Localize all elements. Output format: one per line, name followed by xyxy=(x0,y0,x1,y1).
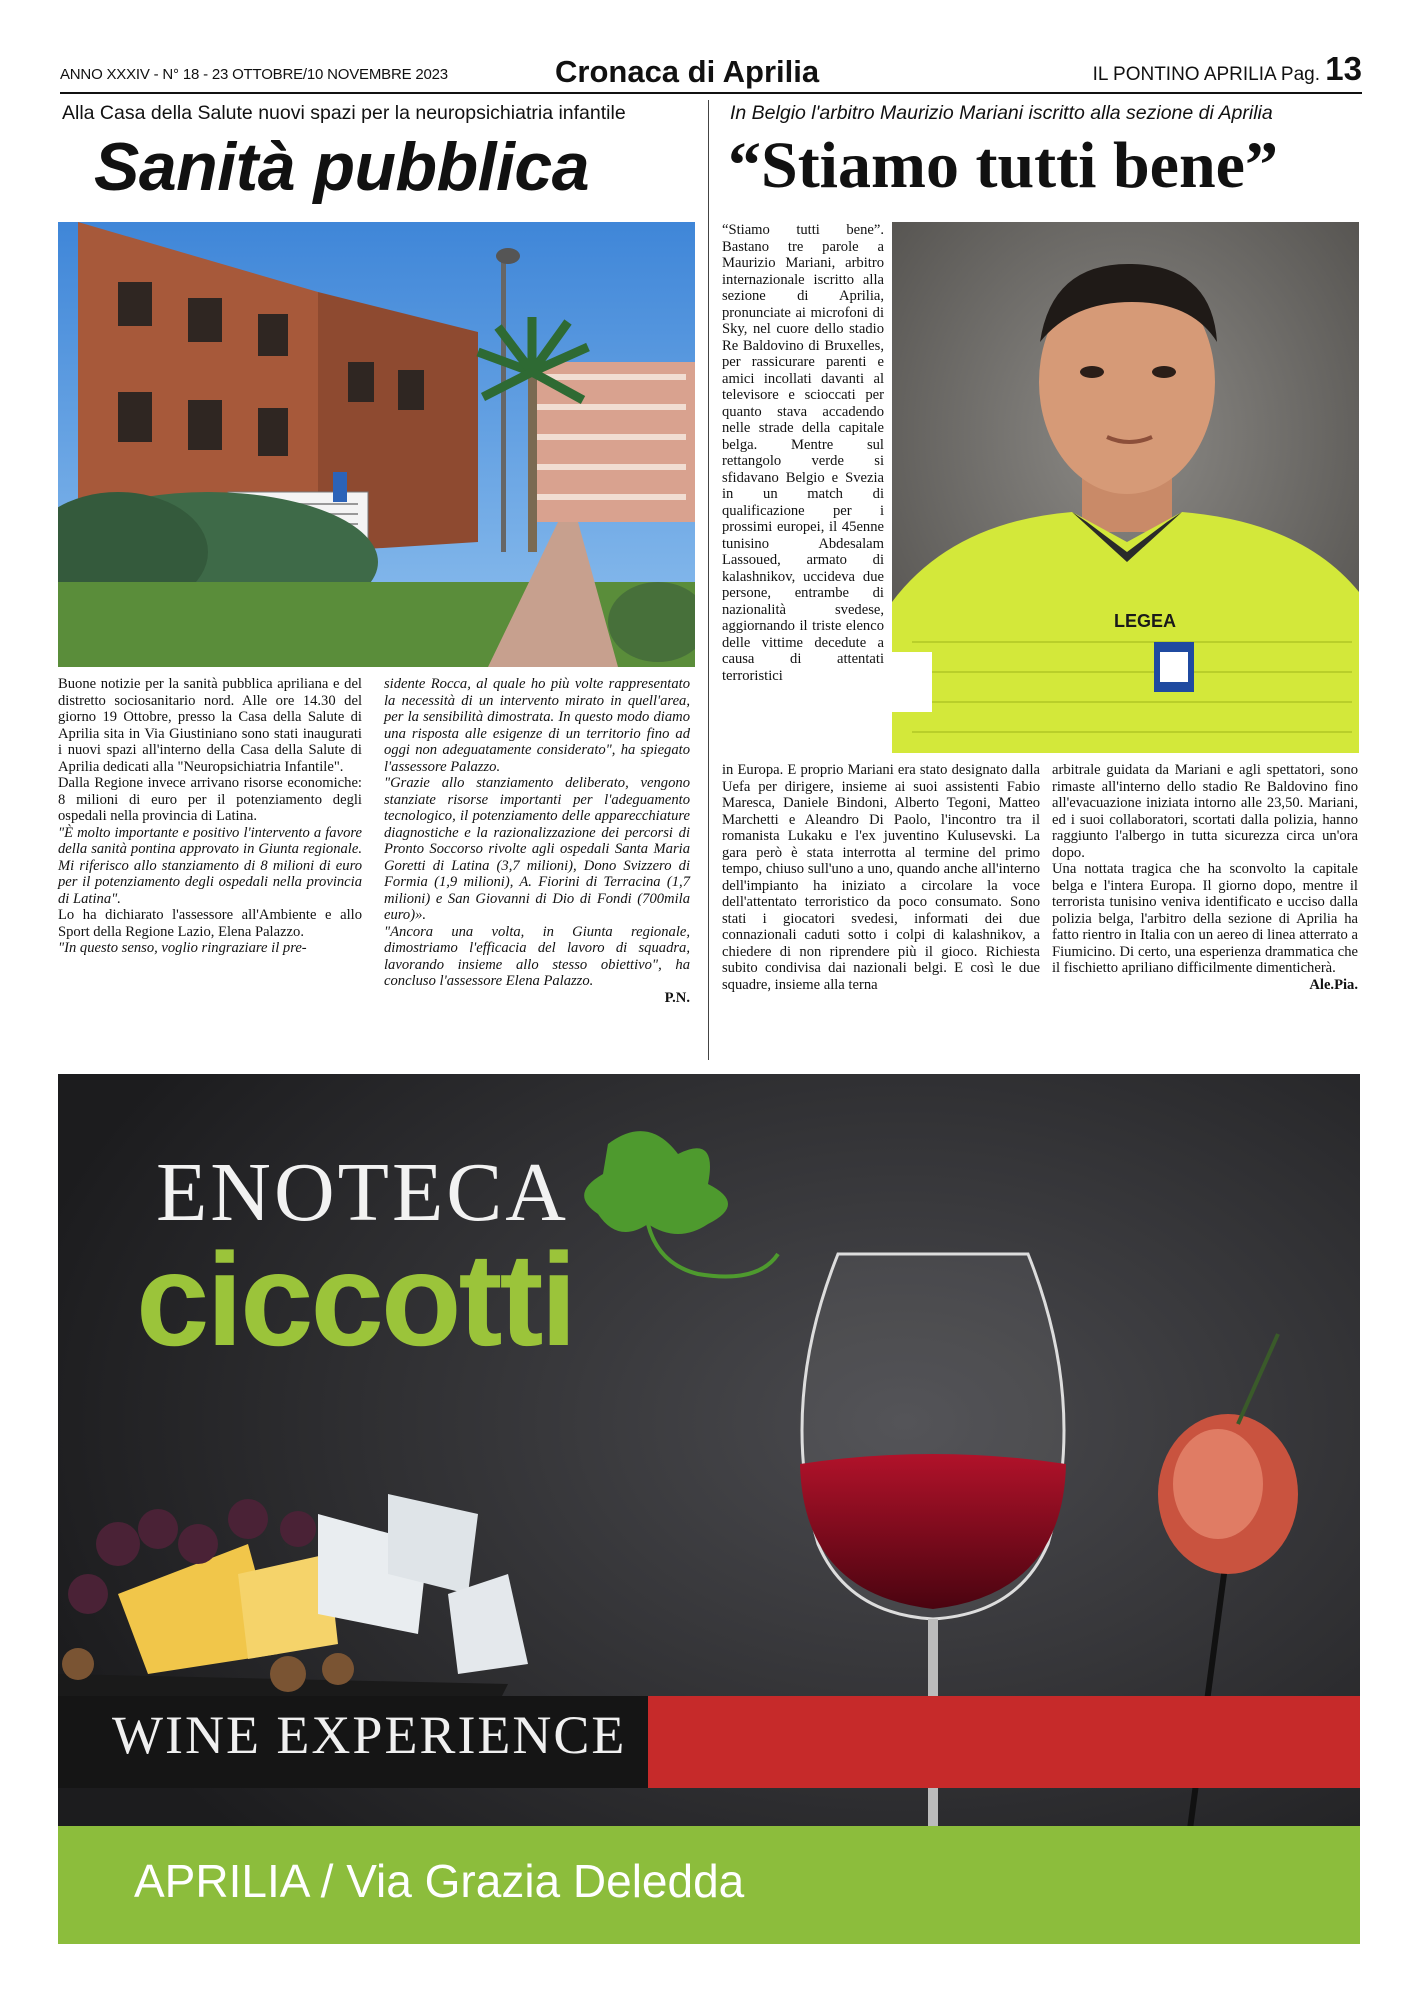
referee-photo xyxy=(892,222,1359,753)
cheese-board-icon xyxy=(58,1494,528,1724)
building-photo xyxy=(58,222,695,667)
paragraph: in Europa. E proprio Mariani era stato designato dalla Uefa per dirigere, insieme ai suoi assistenti Fabio Maresca, Daniele Bindoni, Alberto Tegoni, Matteo Marchetti e Aleandro Di Paolo, l'incontro tra il romanista Lukaku e l'ex juventino Kulusevski. La gara però è stata interrotta al termine del primo tempo, chiuso sull'uno a uno, quando anche all'interno dell'impianto ha iniziato a circolare la voce dell'attentato terroristico da poco consumato. Sono stati i giocatori svedesi, informati dei due connazionali caduti sotto i colpi di kalashnikov, a chiedere di non riprendere più il gioco. Richiesta subito condivisa dai nazionali belgi. E così le due squadre, insieme alla terna xyxy=(722,762,1040,993)
right-article-col3 xyxy=(1052,762,1358,993)
right-kicker: In Belgio l'arbitro Maurizio Mariani iscritto alla sezione di Aprilia xyxy=(730,102,1273,124)
jersey-brand: LEGEA xyxy=(1114,611,1177,631)
right-headline: “Stiamo tutti bene” xyxy=(728,129,1278,202)
quote-paragraph: "Ancora una volta, in Giunta regionale, dimostriamo l'efficacia del lavoro di squadra, lavorando insieme allo stesso obiettivo", ha concluso l'assessore Elena Palazzo. xyxy=(384,923,690,989)
paragraph: Buone notizie per la sanità pubblica apriliana e del distretto sociosanitario nord. Alle ore 14.30 del giorno 19 Ottobre, presso la Casa della Salute di Aprilia sita in Via Giustiniano sono stati inaugurati i nuovi spazi all'interno della Casa della Salute di Aprilia dedicati alla "Neuropsichiatria Infantile". xyxy=(58,676,362,775)
ad-address: APRILIA / Via Grazia Deledda xyxy=(134,1855,745,1907)
paragraph: Una nottata tragica che ha sconvolto la capitale belga e l'intera Europa. Il giorno dopo, mentre il terrorista tunisino veniva identificato e ucciso dalla polizia belga, l'arbitro della sezione di Aprilia ha fatto rientro in Italia con un aereo di linea atterrato a Fiumicino. Di certo, una esperienza drammatica che il fischietto apriliano difficilmente dimenticherà. xyxy=(1052,861,1358,976)
paragraph: arbitrale guidata da Mariani e agli spettatori, sono rimaste all'interno dello stadio Re Baldovino fino all'evacuazione iniziata intorno alle 23,50. Mariani, ed i suoi collaboratori, scortati dalla polizia, hanno raggiunto l'albergo in tutta sicurezza circa un'ora dopo. xyxy=(1052,762,1358,861)
quote-paragraph: sidente Rocca, al quale ho più volte rappresentato la necessità di un intervento mirato in quell'area, per la sensibilità dimostrata. In questo modo diamo una risposta alle esigenze di un territorio fino ad oggi non adeguatamente considerato", ha spiegato l'assessore Palazzo. xyxy=(384,676,690,775)
paragraph: “Stiamo tutti bene”. Bastano tre parole a Maurizio Mariani, arbitro internazionale iscritto alla sezione di Aprilia, pronunciate ai microfoni di Sky, nel cuore dello stadio Re Baldovino di Bruxelles, per rassicurare parenti e amici incollati davanti al televisore e scioccati per quanto stava accadendo nelle strade della capitale belga. Mentre sul rettangolo verde si sfidavano Belgio e Svezia in un match di qualificazione per i prossimi europei, il 45enne tunisino Abdesalam Lassoued, armato di kalashnikov, uccideva due persone, entrambe di nazionalità svedese, aggiornando il triste elenco delle vittime decedute a causa di attentati terroristici xyxy=(722,222,884,684)
column-divider xyxy=(708,100,709,1060)
right-article-col2 xyxy=(722,762,1040,993)
page-number: 13 xyxy=(1325,50,1362,87)
header-rule xyxy=(60,92,1362,94)
issue-info: ANNO XXXIV - N° 18 - 23 OTTOBRE/10 NOVEMBRE 2023 xyxy=(60,66,448,83)
paragraph: Dalla Regione invece arrivano risorse economiche: 8 milioni di euro per il potenziamento degli ospedali nella provincia di Latina. xyxy=(58,775,362,824)
ad-tagline: WINE EXPERIENCE xyxy=(112,1705,627,1765)
paper-name: IL PONTINO APRILIA Pag. xyxy=(1092,64,1320,85)
right-signature: Ale.Pia. xyxy=(1309,976,1358,993)
enoteca-advertisement xyxy=(58,1074,1360,1944)
ad-line1: ENOTECA xyxy=(156,1146,569,1239)
quote-paragraph: "In questo senso, voglio ringraziare il pre- xyxy=(58,940,307,956)
paragraph: Lo ha dichiarato l'assessore all'Ambiente e allo Sport della Regione Lazio, Elena Palazzo. xyxy=(58,907,362,940)
quote-paragraph: "È molto importante e positivo l'intervento a favore della sanità pontina approvato in Giunta regionale. Mi riferisco allo stanziamento di 8 milioni di euro per il potenziamento degli ospedali nella provincia di Latina". xyxy=(58,824,362,907)
left-article-col1 xyxy=(58,676,362,957)
left-kicker: Alla Casa della Salute nuovi spazi per la neuropsichiatria infantile xyxy=(62,102,626,124)
ad-brand: ciccotti xyxy=(136,1226,575,1373)
left-signature: P.N. xyxy=(664,989,690,1006)
left-article-col2 xyxy=(384,676,690,1006)
left-headline: Sanità pubblica xyxy=(94,129,590,205)
right-article-narrow-col xyxy=(722,222,884,684)
quote-paragraph: "Grazie allo stanziamento deliberato, vengono stanziate risorse importanti per l'adeguamento tecnologico, il potenziamento delle apparecchiature diagnostiche e la razionalizzazione dei percorsi di Pronto Soccorso rivolte agli ospedali Santa Maria Goretti di Latina (3,7 milioni), Dono Svizzero di Formia (1,9 milioni), A. Fiorini di Terracina (1,7 milioni) e San Giovanni di Dio di Fondi (700mila euro)». xyxy=(384,775,690,923)
section-title: Cronaca di Aprilia xyxy=(555,54,820,89)
